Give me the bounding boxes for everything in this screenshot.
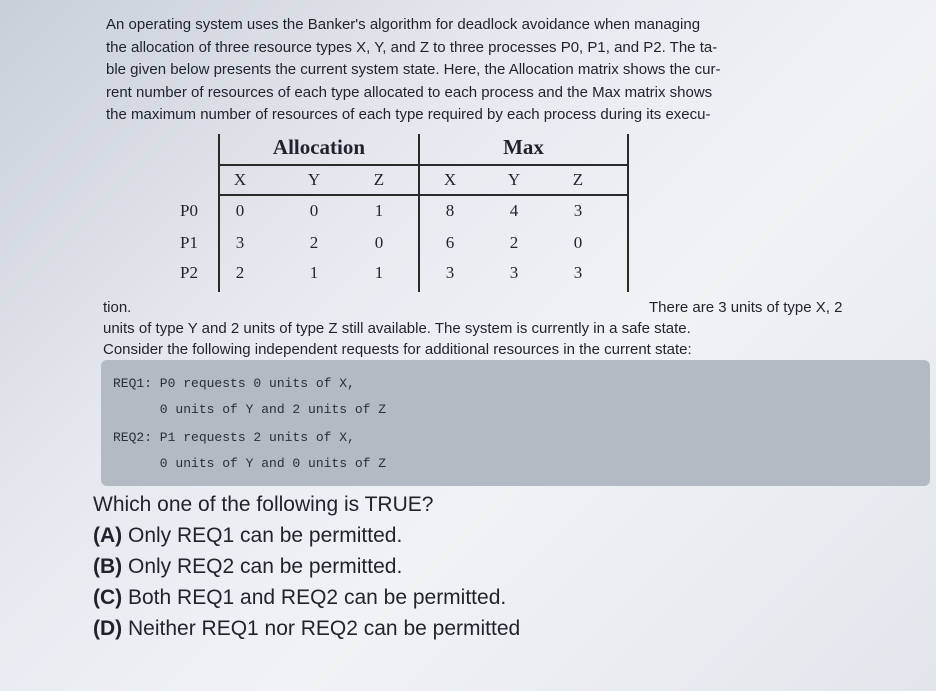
- intro-line: rent number of resources of each type allocated to each process and the Max matrix shows: [106, 83, 713, 101]
- column-header: Z: [572, 170, 584, 189]
- max-cell: 4: [509, 201, 519, 220]
- option-letter: (D): [93, 617, 123, 640]
- allocation-cell: 1: [374, 263, 384, 282]
- question-block: [93, 489, 520, 644]
- max-cell: 6: [445, 233, 455, 252]
- option-text: Only REQ1 can be permitted.: [128, 524, 403, 547]
- option-text: Neither REQ1 nor REQ2 can be permitted: [128, 617, 521, 640]
- requests-code-block: [101, 360, 930, 486]
- process-label: P1: [180, 233, 198, 252]
- option-b[interactable]: [93, 551, 520, 582]
- allocation-cell: 0: [374, 233, 384, 252]
- allocation-cell: 0: [235, 201, 245, 220]
- max-cell: 3: [509, 263, 519, 282]
- intro-line: ble given below presents the current system state. Here, the Allocation matrix shows the cur-: [106, 61, 721, 78]
- allocation-cell: 2: [309, 233, 319, 252]
- max-cell: 3: [573, 201, 583, 220]
- max-cell: 3: [573, 263, 583, 282]
- option-c[interactable]: [93, 582, 520, 613]
- option-letter: (C): [93, 586, 123, 609]
- available-resources-text: There are 3 units of type X, 2: [649, 299, 843, 316]
- option-a[interactable]: [93, 520, 520, 551]
- intro-paragraph: [106, 14, 906, 127]
- option-letter: (B): [93, 555, 123, 578]
- column-header: Y: [307, 170, 321, 189]
- code-line: REQ1: P0 requests 0 units of X,: [113, 376, 355, 391]
- code-line: 0 units of Y and 2 units of Z: [113, 402, 387, 417]
- table-divider: [627, 134, 629, 292]
- allocation-cell: 1: [374, 201, 384, 220]
- table-divider: [218, 164, 629, 166]
- column-header: Y: [507, 170, 521, 189]
- intro-line: the maximum number of resources of each type required by each process during its execu-: [106, 106, 711, 123]
- option-text: Both REQ1 and REQ2 can be permitted.: [128, 586, 507, 609]
- max-cell: 3: [445, 263, 455, 282]
- allocation-cell: 0: [309, 201, 319, 220]
- intro-line: An operating system uses the Banker's algorithm for deadlock avoidance when managing: [106, 16, 701, 33]
- state-table: [165, 134, 635, 292]
- code-line: REQ2: P1 requests 2 units of X,: [113, 430, 355, 445]
- max-cell: 2: [509, 233, 519, 252]
- intro-line: the allocation of three resource types X, Y, and Z to three processes P0, P1, and P2. The ta-: [106, 38, 718, 56]
- table-divider: [218, 194, 629, 196]
- column-header: X: [443, 170, 457, 189]
- allocation-header: Allocation: [272, 135, 366, 159]
- max-cell: 8: [445, 201, 455, 220]
- process-label: P2: [180, 263, 198, 282]
- option-text: Only REQ2 can be permitted.: [128, 555, 403, 578]
- column-header: X: [233, 170, 247, 189]
- allocation-cell: 3: [235, 233, 245, 252]
- paragraph-line: units of type Y and 2 units of type Z still available. The system is currently in a safe state.: [103, 320, 691, 337]
- max-header: Max: [503, 135, 544, 159]
- max-cell: 0: [573, 233, 583, 252]
- paragraph-line: Consider the following independent requests for additional resources in the current state:: [103, 341, 692, 358]
- allocation-cell: 2: [235, 263, 245, 282]
- code-line: 0 units of Y and 0 units of Z: [113, 456, 387, 471]
- allocation-cell: 1: [309, 263, 319, 282]
- column-header: Z: [373, 170, 385, 189]
- option-d[interactable]: [93, 613, 520, 644]
- continuation-fragment: tion.: [103, 299, 132, 316]
- option-letter: (A): [93, 524, 123, 547]
- process-label: P0: [180, 201, 198, 220]
- question-prompt: Which one of the following is TRUE?: [93, 493, 434, 516]
